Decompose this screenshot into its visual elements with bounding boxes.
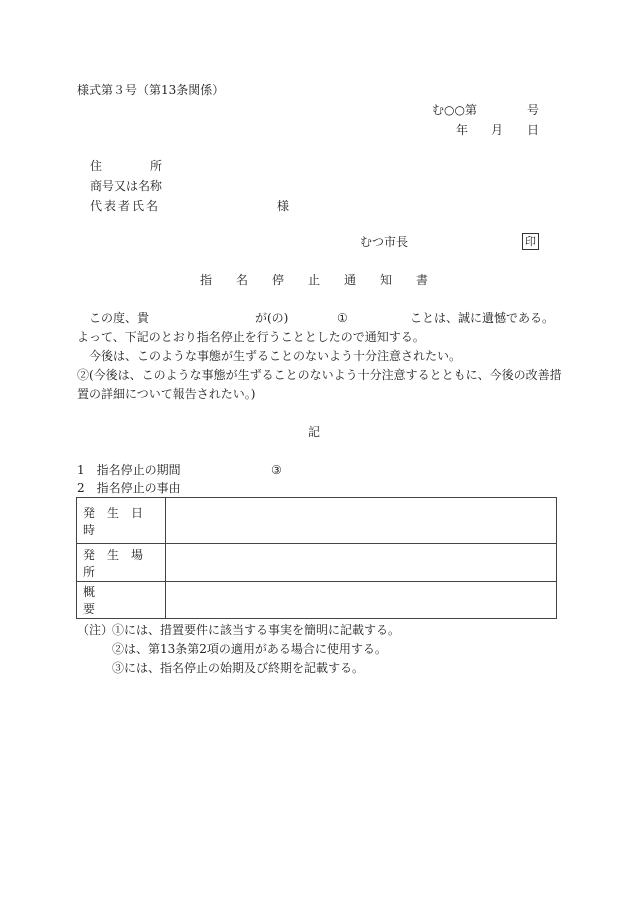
table-row xyxy=(77,498,557,544)
item1-marker: ③ xyxy=(271,463,282,477)
seal-mark: 印 xyxy=(522,233,539,250)
reason-table xyxy=(76,497,557,619)
row-label-summary: 概 要 xyxy=(77,582,166,619)
row-label-place: 発 生 場 所 xyxy=(77,544,166,582)
address-label: 住 所 xyxy=(90,159,163,173)
company-label: 商号又は名称 xyxy=(90,179,163,193)
date-month: 月 xyxy=(491,123,504,137)
body-line1-b: が(の) xyxy=(255,311,289,325)
notes-prefix: （注） xyxy=(77,623,114,637)
note-line: ②は、第13条第2項の適用がある場合に使用する。 xyxy=(112,642,387,656)
body-line4: ②(今後は、このような事態が生ずることのないよう十分注意するとともに、今後の改善措 xyxy=(77,368,562,382)
item1-label: 1 指名停止の期間 xyxy=(77,463,181,477)
row-value-summary xyxy=(166,582,557,619)
table-row xyxy=(77,582,557,619)
representative-label: 代表者氏名 xyxy=(90,199,161,213)
body-line1-c: ① xyxy=(337,311,348,325)
note-line: ③には、指名停止の始期及び終期を記載する。 xyxy=(112,661,365,675)
document-title: 指 名 停 止 通 知 書 xyxy=(200,273,429,287)
row-value-date xyxy=(166,498,557,544)
body-line1-d: ことは、誠に遺憾である。 xyxy=(410,311,555,325)
table-row xyxy=(77,544,557,582)
body-line2: よって、下記のとおり指名停止を行うこととしたので通知する。 xyxy=(77,330,425,344)
body-line1-a: この度、貴 xyxy=(89,311,150,325)
ki-heading: 記 xyxy=(308,425,321,439)
issuer-name: むつ市長 xyxy=(360,235,409,249)
date-year: 年 xyxy=(456,123,469,137)
body-line5: 置の詳細について報告されたい。) xyxy=(77,387,256,401)
item2-label: 2 指名停止の事由 xyxy=(77,481,181,495)
note-line: ①には、措置要件に該当する事実を簡明に記載する。 xyxy=(112,623,401,637)
row-label-date: 発 生 日 時 xyxy=(77,498,166,544)
body-line3: 今後は、このような事態が生ずることのないよう十分注意されたい。 xyxy=(89,349,462,363)
doc-number-prefix: む○○第 xyxy=(432,103,477,117)
row-value-place xyxy=(166,544,557,582)
honorific: 様 xyxy=(277,199,290,213)
date-day: 日 xyxy=(527,123,540,137)
form-label: 様式第３号（第13条関係） xyxy=(77,83,225,97)
doc-number-suffix: 号 xyxy=(527,103,540,117)
